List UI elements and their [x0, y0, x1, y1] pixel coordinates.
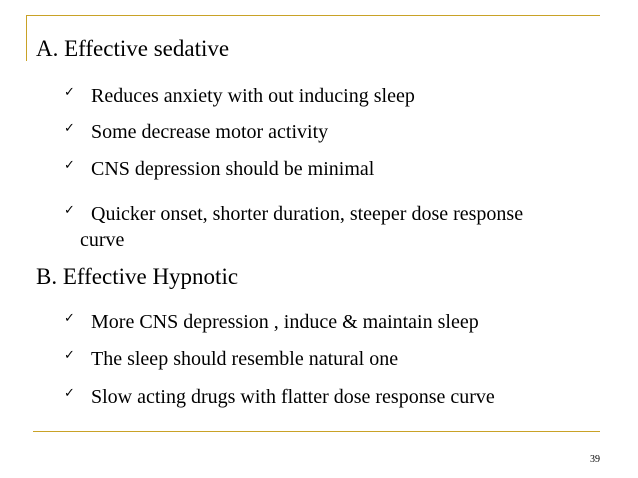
bullet-text: Slow acting drugs with flatter dose response curve	[91, 386, 495, 408]
list-item	[64, 202, 604, 252]
bullet-text: CNS depression should be minimal	[91, 158, 375, 180]
checkmark-icon: ✓	[64, 386, 75, 401]
top-divider	[26, 15, 600, 16]
page-number: 39	[590, 454, 600, 465]
checkmark-icon: ✓	[64, 203, 75, 218]
bullet-text-continuation: curve	[80, 229, 125, 251]
checkmark-icon: ✓	[64, 121, 75, 136]
list-item	[64, 120, 604, 144]
checkmark-icon: ✓	[64, 158, 75, 173]
checkmark-icon: ✓	[64, 311, 75, 326]
bullet-text: Reduces anxiety with out inducing sleep	[91, 85, 415, 107]
list-item	[64, 157, 604, 181]
list-item	[64, 385, 604, 409]
left-accent-rule	[26, 15, 27, 61]
list-item	[64, 84, 604, 108]
checkmark-icon: ✓	[64, 348, 75, 363]
section-b-heading: B. Effective Hypnotic	[36, 264, 239, 289]
list-item	[64, 347, 604, 371]
bullet-text: The sleep should resemble natural one	[91, 348, 399, 370]
bullet-text: Some decrease motor activity	[91, 121, 329, 143]
bullet-text: Quicker onset, shorter duration, steeper dose response	[91, 203, 524, 225]
bullet-text: More CNS depression , induce & maintain sleep	[91, 311, 479, 333]
checkmark-icon: ✓	[64, 85, 75, 100]
bottom-divider	[33, 431, 600, 432]
list-item	[64, 310, 604, 334]
section-a-heading: A. Effective sedative	[36, 36, 230, 61]
